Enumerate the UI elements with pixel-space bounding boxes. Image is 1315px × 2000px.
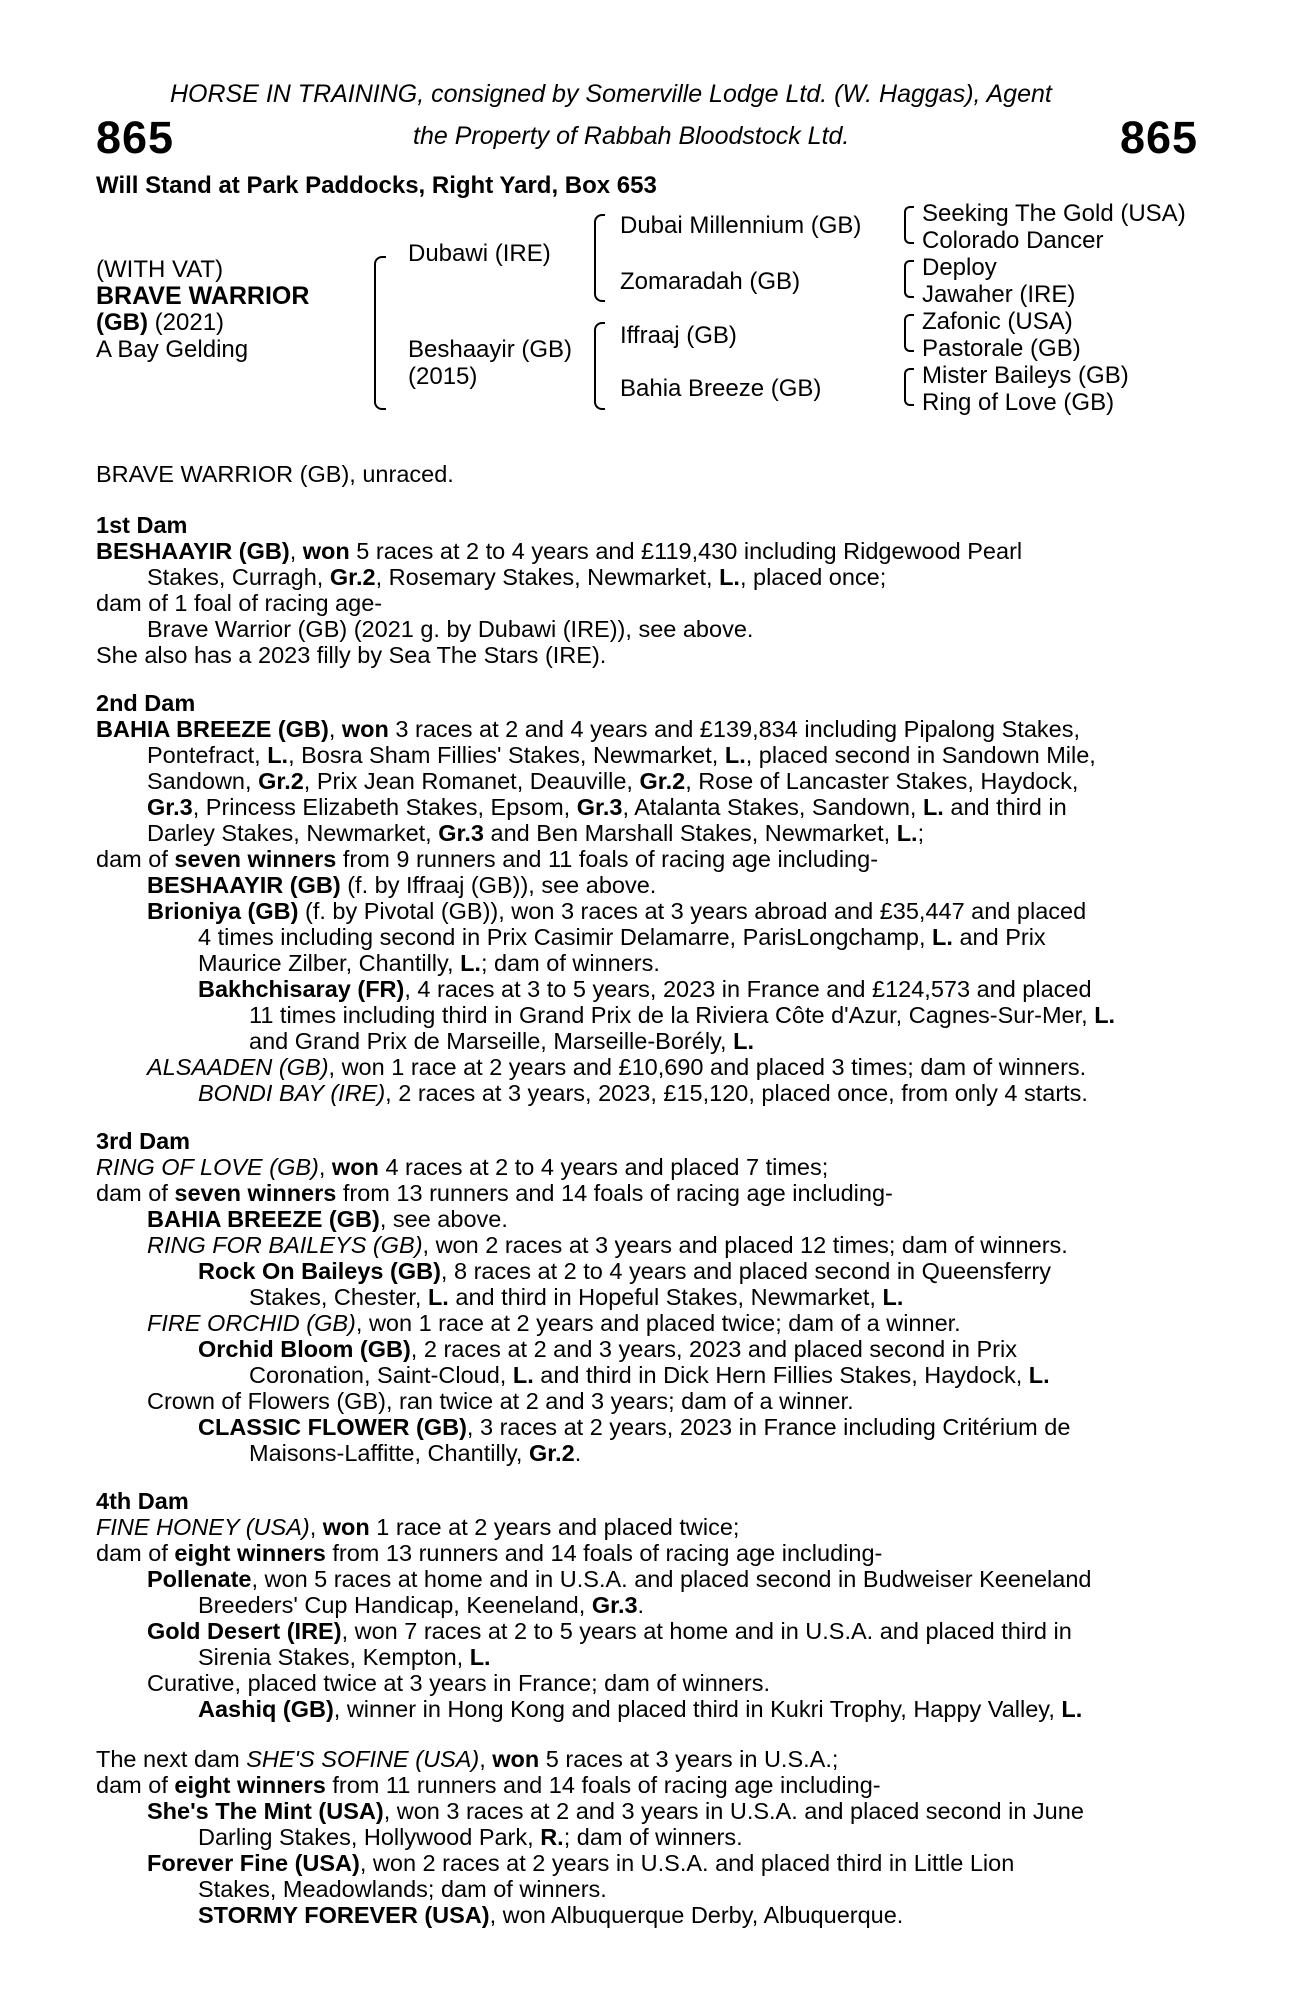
offspring-line: Stakes, Chester, L. and third in Hopeful Stakes, Newmarket, L.	[249, 1284, 904, 1310]
vat-note: (WITH VAT)	[96, 256, 224, 283]
offspring-line: Stakes, Meadowlands; dam of winners.	[198, 1876, 607, 1902]
header-line2: the Property of Rabbah Bloodstock Ltd.	[413, 122, 850, 150]
dam-line: dam of eight winners from 11 runners and 14 foals of racing age including-	[96, 1772, 881, 1798]
offspring-line: ALSAADEN (GB), won 1 race at 2 years and £10,690 and placed 3 times; dam of winners.	[147, 1054, 1087, 1080]
pedigree-brace	[374, 256, 386, 410]
offspring-line: BONDI BAY (IRE), 2 races at 3 years, 2023, £15,120, placed once, from only 4 starts.	[198, 1080, 1088, 1106]
dam-line: Stakes, Curragh, Gr.2, Rosemary Stakes, Newmarket, L., placed once;	[147, 564, 887, 590]
sire: Dubawi (IRE)	[408, 240, 551, 267]
section-heading: 3rd Dam	[96, 1128, 191, 1154]
pedigree-brace	[594, 214, 605, 302]
offspring-line: CLASSIC FLOWER (GB), 3 races at 2 years, 2023 in France including Critérium de	[198, 1414, 1071, 1440]
offspring-line: Sirenia Stakes, Kempton, L.	[198, 1644, 491, 1670]
offspring-line: Aashiq (GB), winner in Hong Kong and placed third in Kukri Trophy, Happy Valley, L.	[198, 1696, 1083, 1722]
lot-number-right: 865	[1120, 112, 1199, 163]
dam-line: The next dam SHE'S SOFINE (USA), won 5 races at 3 years in U.S.A.;	[96, 1746, 839, 1772]
lot-number-left: 865	[96, 112, 175, 163]
dam-sire: Iffraaj (GB)	[620, 322, 737, 349]
offspring-line: Curative, placed twice at 3 years in France; dam of winners.	[147, 1670, 771, 1696]
offspring-line: BESHAAYIR (GB) (f. by Iffraaj (GB)), see above.	[147, 872, 657, 898]
offspring-line: FIRE ORCHID (GB), won 1 race at 2 years and placed twice; dam of a winner.	[147, 1310, 961, 1336]
pedigree-brace	[904, 368, 914, 406]
sire-sire: Dubai Millennium (GB)	[620, 212, 862, 239]
offspring-line: Maurice Zilber, Chantilly, L.; dam of winners.	[198, 950, 660, 976]
horse-name: BRAVE WARRIOR	[96, 282, 310, 310]
dam-line: She also has a 2023 filly by Sea The Stars (IRE).	[96, 642, 607, 668]
offspring-line: Coronation, Saint-Cloud, L. and third in Dick Hern Fillies Stakes, Haydock, L.	[249, 1362, 1050, 1388]
horse-country-year: (GB) (2021)	[96, 309, 225, 336]
offspring-line: Breeders' Cup Handicap, Keeneland, Gr.3.	[198, 1592, 645, 1618]
intro-line: BRAVE WARRIOR (GB), unraced.	[96, 461, 454, 487]
sire-sire-dam: Colorado Dancer	[922, 227, 1104, 254]
dam-line: Pontefract, L., Bosra Sham Fillies' Stakes, Newmarket, L., placed second in Sandown Mile,	[147, 742, 1096, 768]
dam-line: Sandown, Gr.2, Prix Jean Romanet, Deauville, Gr.2, Rose of Lancaster Stakes, Haydock,	[147, 768, 1079, 794]
offspring-line: Crown of Flowers (GB), ran twice at 2 and 3 years; dam of a winner.	[147, 1388, 854, 1414]
pedigree-brace	[594, 322, 605, 410]
dam-line: BESHAAYIR (GB), won 5 races at 2 to 4 years and £119,430 including Ridgewood Pearl	[96, 538, 1023, 564]
offspring-line: Forever Fine (USA), won 2 races at 2 years in U.S.A. and placed third in Little Lion	[147, 1850, 1015, 1876]
pedigree-brace	[904, 206, 914, 244]
dam-line: Darley Stakes, Newmarket, Gr.3 and Ben Marshall Stakes, Newmarket, L.;	[147, 820, 925, 846]
offspring-line: Rock On Baileys (GB), 8 races at 2 to 4 years and placed second in Queensferry	[198, 1258, 1051, 1284]
offspring-line: Maisons-Laffitte, Chantilly, Gr.2.	[249, 1440, 582, 1466]
offspring-line: BAHIA BREEZE (GB), see above.	[147, 1206, 508, 1232]
dam-line: Gr.3, Princess Elizabeth Stakes, Epsom, Gr.3, Atalanta Stakes, Sandown, L. and third in	[147, 794, 1067, 820]
dam-line: RING OF LOVE (GB), won 4 races at 2 to 4 years and placed 7 times;	[96, 1154, 829, 1180]
pedigree-brace	[904, 260, 914, 298]
dam-line: FINE HONEY (USA), won 1 race at 2 years and placed twice;	[96, 1514, 740, 1540]
stand-location: Will Stand at Park Paddocks, Right Yard, Box 653	[96, 172, 657, 199]
dam-year: (2015)	[408, 363, 478, 390]
sire-sire-sire: Seeking The Gold (USA)	[922, 200, 1186, 227]
header-line1: HORSE IN TRAINING, consigned by Somerville Lodge Ltd. (W. Haggas), Agent	[170, 80, 1052, 108]
dam-sire-sire: Zafonic (USA)	[922, 308, 1073, 335]
dam-sire-dam: Pastorale (GB)	[922, 335, 1081, 362]
sire-dam: Zomaradah (GB)	[620, 268, 801, 295]
dam-dam-sire: Mister Baileys (GB)	[922, 362, 1129, 389]
offspring-line: Gold Desert (IRE), won 7 races at 2 to 5 years at home and in U.S.A. and placed third in	[147, 1618, 1072, 1644]
offspring-line: 4 times including second in Prix Casimir Delamarre, ParisLongchamp, L. and Prix	[198, 924, 1046, 950]
offspring-line: Pollenate, won 5 races at home and in U.S.A. and placed second in Budweiser Keeneland	[147, 1566, 1092, 1592]
dam-dam-dam: Ring of Love (GB)	[922, 389, 1115, 416]
dam-line: dam of eight winners from 13 runners and 14 foals of racing age including-	[96, 1540, 883, 1566]
dam: Beshaayir (GB)	[408, 336, 573, 363]
dam-line: dam of 1 foal of racing age-	[96, 590, 383, 616]
offspring-line: Brioniya (GB) (f. by Pivotal (GB)), won 3 races at 3 years abroad and £35,447 and placed	[147, 898, 1087, 924]
offspring-line: and Grand Prix de Marseille, Marseille-Borély, L.	[249, 1028, 754, 1054]
dam-line: dam of seven winners from 9 runners and 11 foals of racing age including-	[96, 846, 879, 872]
offspring-line: Brave Warrior (GB) (2021 g. by Dubawi (IRE)), see above.	[147, 616, 754, 642]
section-heading: 4th Dam	[96, 1488, 189, 1514]
offspring-line: Orchid Bloom (GB), 2 races at 2 and 3 years, 2023 and placed second in Prix	[198, 1336, 1017, 1362]
section-heading: 1st Dam	[96, 512, 188, 538]
dam-dam: Bahia Breeze (GB)	[620, 375, 822, 402]
offspring-line: She's The Mint (USA), won 3 races at 2 and 3 years in U.S.A. and placed second in June	[147, 1798, 1084, 1824]
sire-dam-dam: Jawaher (IRE)	[922, 281, 1076, 308]
dam-line: dam of seven winners from 13 runners and 14 foals of racing age including-	[96, 1180, 893, 1206]
offspring-line: Darling Stakes, Hollywood Park, R.; dam of winners.	[198, 1824, 743, 1850]
offspring-line: STORMY FOREVER (USA), won Albuquerque Derby, Albuquerque.	[198, 1902, 904, 1928]
offspring-line: Bakhchisaray (FR), 4 races at 3 to 5 years, 2023 in France and £124,573 and placed	[198, 976, 1092, 1002]
sire-dam-sire: Deploy	[922, 254, 997, 281]
section-heading: 2nd Dam	[96, 690, 196, 716]
pedigree-brace	[904, 314, 914, 352]
offspring-line: 11 times including third in Grand Prix de la Riviera Côte d'Azur, Cagnes-Sur-Mer, L.	[249, 1002, 1116, 1028]
horse-description: A Bay Gelding	[96, 336, 249, 363]
offspring-line: RING FOR BAILEYS (GB), won 2 races at 3 years and placed 12 times; dam of winners.	[147, 1232, 1068, 1258]
dam-line: BAHIA BREEZE (GB), won 3 races at 2 and 4 years and £139,834 including Pipalong Stakes,	[96, 716, 1081, 742]
